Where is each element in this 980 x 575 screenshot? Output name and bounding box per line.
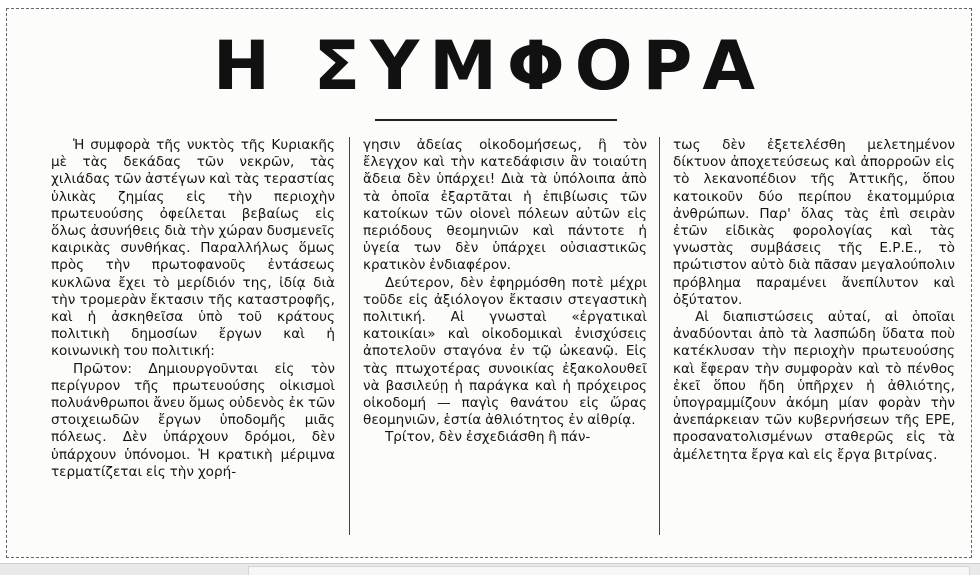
paragraph: Δεύτερον, δὲν ἐφηρμόσθη ποτὲ μέχρι τοῦδε εἰς ἀξιόλογον ἔκτασιν στεγαστικὴ πολιτική. Αἱ γνωσταὶ «ἐργατικαὶ κατοικίαι» καὶ οἰκοδομικαὶ ἐνισχύσεις ἀποτελοῦν σταγόνα ἐν τῷ ὠκεανῷ. Εἰς τὰς πτωχοτέρας συνοικίας ἐξακολουθεῖ νὰ βασιλεύῃ ἡ παράγκα καὶ ἡ πρόχειρος οἰκοδομή — παγὶς θανάτου εἰς ὥρας θεομηνιῶν, ἑστία ἀθλιότητος ἐν αἰθρίᾳ. — [363, 274, 647, 429]
article-column-1 — [51, 137, 335, 481]
column-divider-2 — [659, 137, 660, 535]
headline-underline — [375, 119, 617, 121]
newspaper-clipping — [6, 8, 972, 558]
viewer-scrollbar[interactable] — [248, 566, 970, 575]
column-divider-1 — [349, 137, 350, 535]
paragraph: Τρίτον, δὲν ἐσχεδιάσθη ἢ πάν- — [385, 429, 591, 446]
paragraph: Πρῶτον: Δημιουργοῦνται εἰς τὸν περίγυρον τῆς πρωτευούσης οἰκισμοὶ πολυάνθρωποι ἄνευ ὅμως οὐδενὸς ἐκ τῶν στοιχειωδῶν ἔργων ὑποδομῆς μιᾶς πόλεως. Δὲν ὑπάρχουν δρόμοι, δὲν ὑπάρχουν ὑπόνομοι. Ἡ κρατικὴ μέριμνα τερματίζεται εἰς τὴν χορή- — [51, 360, 335, 480]
headline: Η ΣΥΜΦΟΡΑ — [212, 27, 766, 106]
article-column-2 — [363, 137, 647, 447]
paragraph: τως δὲν ἐξετελέσθη μελετημένον δίκτυον ἀποχετεύσεως καὶ ἀπορροῶν εἰς τὸ λεκανοπέδιον τῆς Ἀττικῆς, ὅπου κατοικοῦν δύο περίπου ἑκατομμύρια ἀνθρώπων. Παρ' ὅλας τὰς ἐπὶ σειρὰν ἐτῶν εἰδικὰς φορολογίας καὶ τὰς γνωστὰς συμβάσεις τῆς Ε.Ρ.Ε., τὸ πρώτιστον αὐτὸ διὰ πᾶσαν μεγαλούπολιν πρόβλημα παραμένει ἄνεπίλυτον καὶ ὀξύτατον. — [673, 137, 955, 308]
paragraph: γησιν ἀδείας οἰκοδομήσεως, ἢ τὸν ἔλεγχον καὶ τὴν κατεδάφισιν ἂν τοιαύτη ἄδεια δὲν ὑπάρχει! Διὰ τὰ ὑπόλοιπα ἀπὸ τὰ ὁποῖα ἐξαρτᾶται ἡ ἐπιβίωσις τῶν κατοίκων τῶν οἱονεὶ πόλεων αὐτῶν εἰς περιόδους θεομηνιῶν καὶ πάντοτε ἡ ὑγεία των δὲν ὑπάρχει οὐσιαστικῶς κρατικὸν ἐνδιαφέρον. — [363, 137, 647, 274]
paragraph: Αἱ διαπιστώσεις αὐταί, αἱ ὁποῖαι ἀναδύονται ἀπὸ τὰ λασπώδη ὕδατα ποὺ κατέκλυσαν τὴν περιοχὴν πρωτευούσης καὶ ἔφεραν τὴν συμφορὰν καὶ τὸ πένθος ἐκεῖ ὅπου ἤδη ὑπῆρχεν ἡ ἀθλιότης, ὑπογραμμίζουν ἀκόμη μίαν φορὰν τὴν ἀνεπάρκειαν τῶν κυβερνήσεων τῆς ΕΡΕ, προσανατολισμένων σταθερῶς εἰς τὰ ἀμέλετητα ἔργα καὶ εἰς ἔργα βιτρίνας. — [673, 309, 955, 463]
article-column-3 — [673, 137, 955, 464]
paragraph: Ἡ συμφορὰ τῆς νυκτὸς τῆς Κυριακῆς μὲ τὰς δεκάδας τῶν νεκρῶν, τὰς χιλιάδας τῶν ἀστέγων καὶ τὰς τεραστίας ὑλικὰς ζημίας εἰς τὴν περιοχὴν πρωτευούσης ὀφείλεται βεβαίως εἰς ὅλως ἀσυνήθεις διὰ τὴν χώραν δυσμενεῖς καιρικὰς συνθήκας. Παραλλήλως ὅμως πρὸς τὴν πρωτοφανοῦς ἐντάσεως κυκλῶνα ἔχει τὸ μερίδιόν της, ἰδίᾳ διὰ τὴν τρομερὰν ἔκτασιν τῆς καταστροφῆς, καὶ ἡ ἀσκηθεῖσα ὑπὸ τοῦ κράτους πολιτικὴ δημοσίων ἔργων καὶ ἡ κοινωνικὴ του πολιτική: — [51, 137, 335, 360]
